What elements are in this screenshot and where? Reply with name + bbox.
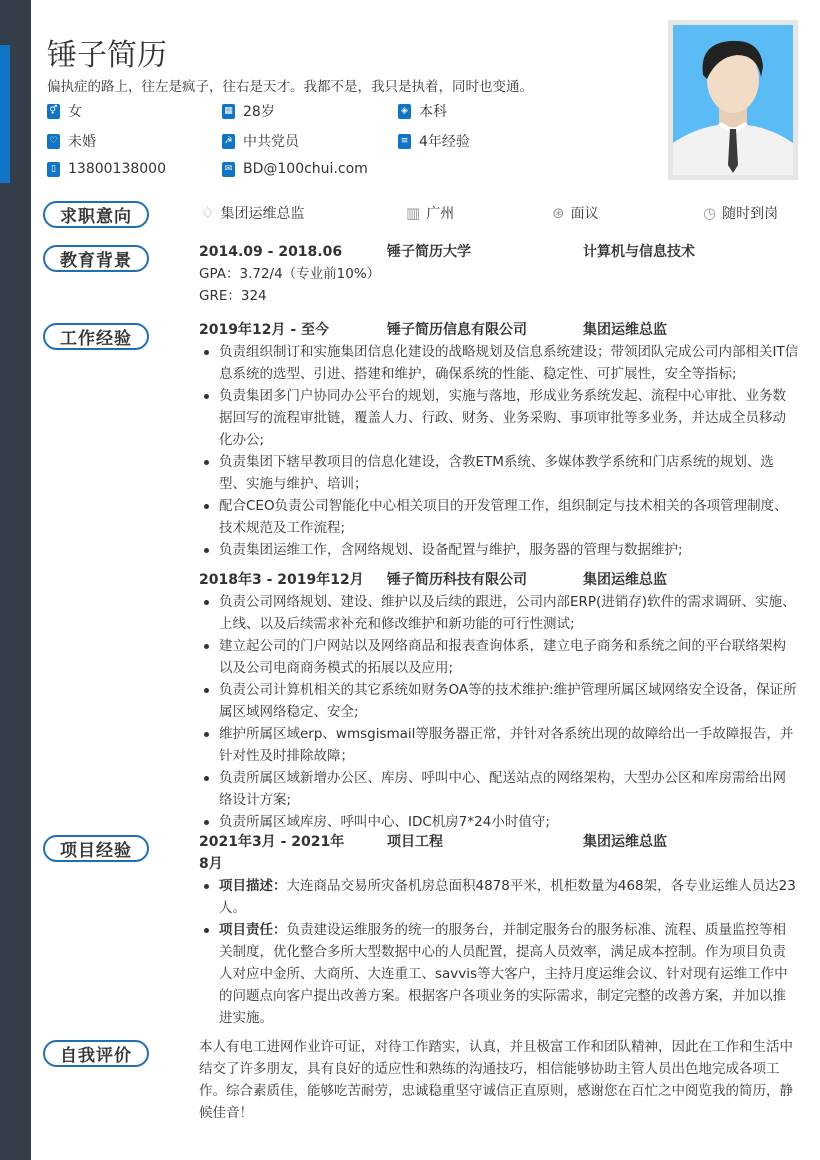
resume-name: 锤子简历 [47, 38, 167, 73]
clock-icon: ◷ [703, 204, 717, 222]
info-age [222, 101, 275, 121]
work-date: 2018年3 - 2019年12月 [199, 572, 364, 588]
phone-icon: ▯ [47, 162, 60, 177]
info-gender [47, 101, 82, 121]
intent-position [201, 203, 304, 223]
email-value: BD@100chui.com [243, 161, 368, 177]
intent-position-value: 集团运维总监 [220, 206, 305, 222]
project-title: 集团运维总监 [583, 834, 667, 850]
duty-label: 项目责任： [219, 922, 287, 938]
profile-photo [668, 20, 798, 180]
document-icon: ≡ [398, 134, 411, 149]
intent-salary-value: 面议 [570, 206, 599, 222]
section-label-intent: 求职意向 [43, 201, 149, 228]
sidebar-accent [0, 45, 10, 183]
education-value: 本科 [419, 104, 447, 120]
party-icon: ☭ [222, 134, 235, 149]
project-duty [199, 919, 799, 1029]
gender-icon: ⚥ [47, 104, 60, 119]
intent-availability-value: 随时到岗 [722, 206, 779, 222]
work-item: 负责集团下辖早教项目的信息化建设，含教ETM系统、多媒体教学系统和门店系统的规划、选型、实施与维护、培训； [199, 451, 799, 495]
work-section [199, 319, 799, 833]
section-label-self: 自我评价 [43, 1040, 149, 1067]
edu-gpa: GPA：3.72/4（专业前10%） [199, 266, 381, 282]
duty-text: 负责建设运维服务的统一的服务台，并制定服务台的服务标准、流程、质量监控等相关制度，优化整合多所大型数据中心的人员配置，提高人员效率，满足成本控制。作为项目负责人对应中金所、大商所、大连重工、savvis等大客户，主持月度运维会议、针对现有运维工作中的问题点向客户提出改善方案。根据客户各项业务的实际需求，制定完整的改善方案，并加以推进实施。 [219, 922, 788, 1026]
edu-school: 锤子简历大学 [387, 244, 471, 260]
intent-city-value: 广州 [426, 206, 455, 222]
info-experience [398, 131, 470, 151]
work-item: 负责集团运维工作，含网络规划、设备配置与维护，服务器的管理与数据维护; [199, 539, 799, 561]
work-title: 集团运维总监 [583, 322, 667, 338]
work-date: 2019年12月 - 至今 [199, 322, 330, 338]
section-label-project: 项目经验 [43, 835, 149, 862]
edu-gre: GRE：324 [199, 288, 267, 304]
project-name: 项目工程 [387, 834, 443, 850]
phone-value: 13800138000 [68, 161, 166, 177]
work-item: 负责集团多门户协同办公平台的规划，实施与落地，形成业务系统发起、流程中心审批、业务数据回写的流程审批链，覆盖人力、行政、财务、业务采购、事项审批等多业务，并达成全员移动化办公; [199, 385, 799, 451]
desc-text: 大连商品交易所灾备机房总面积4878平米，机柜数量为468架，各专业运维人员达23人。 [219, 878, 796, 916]
info-marital [47, 131, 96, 151]
yen-icon: ⊛ [552, 204, 565, 222]
info-politics [222, 131, 299, 151]
section-label-education: 教育背景 [43, 245, 149, 272]
work-item: 建立起公司的门户网站以及网络商品和报表查询体系，建立电子商务和系统之间的平台联络架构以及公司电商商务模式的拓展以及应用; [199, 635, 799, 679]
intent-availability [703, 203, 778, 223]
education-section [199, 241, 799, 307]
work-entry [199, 569, 799, 833]
experience-value: 4年经验 [419, 134, 470, 150]
work-company: 锤子简历科技有限公司 [387, 572, 527, 588]
info-education [398, 101, 447, 121]
tie-icon: ♢ [201, 204, 215, 222]
work-item: 负责组织制订和实施集团信息化建设的战略规划及信息系统建设；带领团队完成公司内部相关IT信息系统的选型、引进、搭建和维护，确保系统的性能、稳定性、可扩展性，安全等指标; [199, 341, 799, 385]
section-label-work: 工作经验 [43, 323, 149, 350]
work-entry [199, 319, 799, 561]
building-icon: ▥ [406, 204, 421, 222]
self-evaluation: 本人有电工进网作业许可证，对待工作踏实，认真，并且极富工作和团队精神，因此在工作和生活中结交了许多朋友，具有良好的适应性和熟练的沟通技巧，相信能够协助主管人员出色地完成各项工作。综合素质佳，能够吃苦耐劳，忠诚稳重坚守诚信正直原则，感谢您在百忙之中阅览我的简历，静候佳音！ [199, 1039, 793, 1121]
work-item: 配合CEO负责公司智能化中心相关项目的开发管理工作，组织制定与技术相关的各项管理制度、技术规范及工作流程; [199, 495, 799, 539]
project-description [199, 875, 799, 919]
marital-value: 未婚 [68, 134, 96, 150]
motto: 偏执症的路上，往左是疯子，往右是天才。我都不是，我只是执着，同时也变通。 [47, 79, 533, 95]
work-item: 负责所属区域库房、呼叫中心、IDC机房7*24小时值守; [199, 811, 799, 833]
work-title: 集团运维总监 [583, 572, 667, 588]
info-email [222, 161, 368, 177]
work-item: 负责公司计算机相关的其它系统如财务OA等的技术维护:维护管理所属区域网络安全设备，保证所属区域网络稳定、安全; [199, 679, 799, 723]
avatar-illustration [673, 25, 793, 175]
project-section [199, 831, 799, 1029]
edu-major: 计算机与信息技术 [583, 244, 695, 260]
work-item: 负责所属区域新增办公区、库房、呼叫中心、配送站点的网络架构，大型办公区和库房需给出网络设计方案; [199, 767, 799, 811]
age-value: 28岁 [243, 104, 275, 120]
project-date: 2021年3月 - 2021年8月 [199, 834, 345, 872]
intent-city [406, 203, 454, 223]
desc-label: 项目描述： [219, 878, 287, 894]
work-company: 锤子简历信息有限公司 [387, 322, 527, 338]
gender-value: 女 [68, 104, 82, 120]
intent-salary [552, 203, 599, 223]
politics-value: 中共党员 [243, 134, 299, 150]
graduation-cap-icon: ◈ [398, 104, 411, 119]
edu-date: 2014.09 - 2018.06 [199, 244, 343, 260]
heart-icon: ♡ [47, 134, 60, 149]
work-item: 负责公司网络规划、建设、维护以及后续的跟进，公司内部ERP(进销存)软件的需求调研、实施、上线、以及后续需求补充和修改维护和新功能的可行性测试; [199, 591, 799, 635]
mail-icon: ✉ [222, 162, 235, 177]
work-item: 维护所属区域erp、wmsgismail等服务器正常，并针对各系统出现的故障给出一手故障报告，并针对性及时排除故障； [199, 723, 799, 767]
calendar-icon: ▦ [222, 104, 235, 119]
info-phone [47, 161, 166, 177]
